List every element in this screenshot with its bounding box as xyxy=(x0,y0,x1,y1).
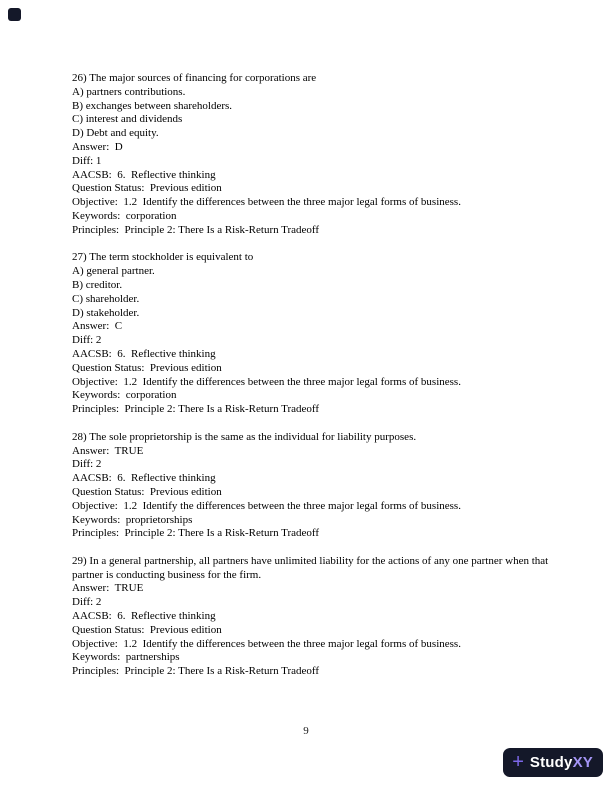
brand-name xyxy=(530,755,593,770)
question-stem: 29) In a general partnership, all partners have unlimited liability for the actions of any one partner when that partner is conducting business for the firm. xyxy=(72,554,551,581)
studyxy-watermark-badge xyxy=(503,748,603,777)
question-stem: 27) The term stockholder is equivalent to xyxy=(72,251,254,264)
question-meta-line: Question Status: Previous edition xyxy=(72,361,222,374)
question-meta-line: Keywords: corporation xyxy=(72,209,177,222)
question-stem: 28) The sole proprietorship is the same as the individual for liability purposes. xyxy=(72,430,417,443)
question-meta-line: Principles: Principle 2: There Is a Risk-Return Tradeoff xyxy=(72,403,320,416)
answer-choice: B) creditor. xyxy=(72,278,123,291)
studyxy-corner-mark-icon xyxy=(8,8,21,21)
questions-content xyxy=(72,72,554,693)
question-meta-line: Answer: D xyxy=(72,140,123,153)
question-meta-line: Objective: 1.2 Identify the differences between the three major legal forms of business. xyxy=(72,499,461,512)
answer-choice: D) stakeholder. xyxy=(72,306,140,319)
question-meta-line: Answer: TRUE xyxy=(72,444,144,457)
question-meta-line: Answer: C xyxy=(72,320,123,333)
page-number: 9 xyxy=(303,725,309,737)
question-meta-line: Question Status: Previous edition xyxy=(72,623,222,636)
question-block xyxy=(72,431,554,541)
question-meta-line: Diff: 1 xyxy=(72,154,102,167)
question-meta-line: AACSB: 6. Reflective thinking xyxy=(72,610,216,623)
question-meta-line: Diff: 2 xyxy=(72,458,102,471)
question-meta-line: Diff: 2 xyxy=(72,596,102,609)
question-meta-line: Question Status: Previous edition xyxy=(72,182,222,195)
question-block xyxy=(72,251,554,417)
plus-icon: + xyxy=(512,750,524,773)
question-block xyxy=(72,555,554,679)
brand-study-text: Study xyxy=(529,754,573,771)
question-meta-line: Keywords: partnerships xyxy=(72,651,180,664)
question-meta-line: AACSB: 6. Reflective thinking xyxy=(72,472,216,485)
answer-choice: A) general partner. xyxy=(72,265,155,278)
question-meta-line: Principles: Principle 2: There Is a Risk-Return Tradeoff xyxy=(72,665,320,678)
answer-choice: A) partners contributions. xyxy=(72,85,186,98)
question-meta-line: Objective: 1.2 Identify the differences between the three major legal forms of business. xyxy=(72,637,461,650)
question-meta-line: Principles: Principle 2: There Is a Risk-Return Tradeoff xyxy=(72,527,320,540)
question-meta-line: AACSB: 6. Reflective thinking xyxy=(72,168,216,181)
question-meta-line: Diff: 2 xyxy=(72,334,102,347)
question-meta-line: Answer: TRUE xyxy=(72,582,144,595)
answer-choice: B) exchanges between shareholders. xyxy=(72,99,233,112)
brand-xy-text: XY xyxy=(572,754,593,771)
question-meta-line: Question Status: Previous edition xyxy=(72,485,222,498)
question-meta-line: Objective: 1.2 Identify the differences between the three major legal forms of business. xyxy=(72,196,461,209)
question-meta-line: Objective: 1.2 Identify the differences between the three major legal forms of business. xyxy=(72,375,461,388)
question-meta-line: AACSB: 6. Reflective thinking xyxy=(72,347,216,360)
question-meta-line: Keywords: proprietorships xyxy=(72,513,193,526)
answer-choice: C) interest and dividends xyxy=(72,113,183,126)
question-meta-line: Principles: Principle 2: There Is a Risk-Return Tradeoff xyxy=(72,223,320,236)
answer-choice: D) Debt and equity. xyxy=(72,127,159,140)
question-stem: 26) The major sources of financing for corporations are xyxy=(72,72,317,84)
question-meta-line: Keywords: corporation xyxy=(72,389,177,402)
question-block xyxy=(72,72,554,238)
answer-choice: C) shareholder. xyxy=(72,292,140,305)
